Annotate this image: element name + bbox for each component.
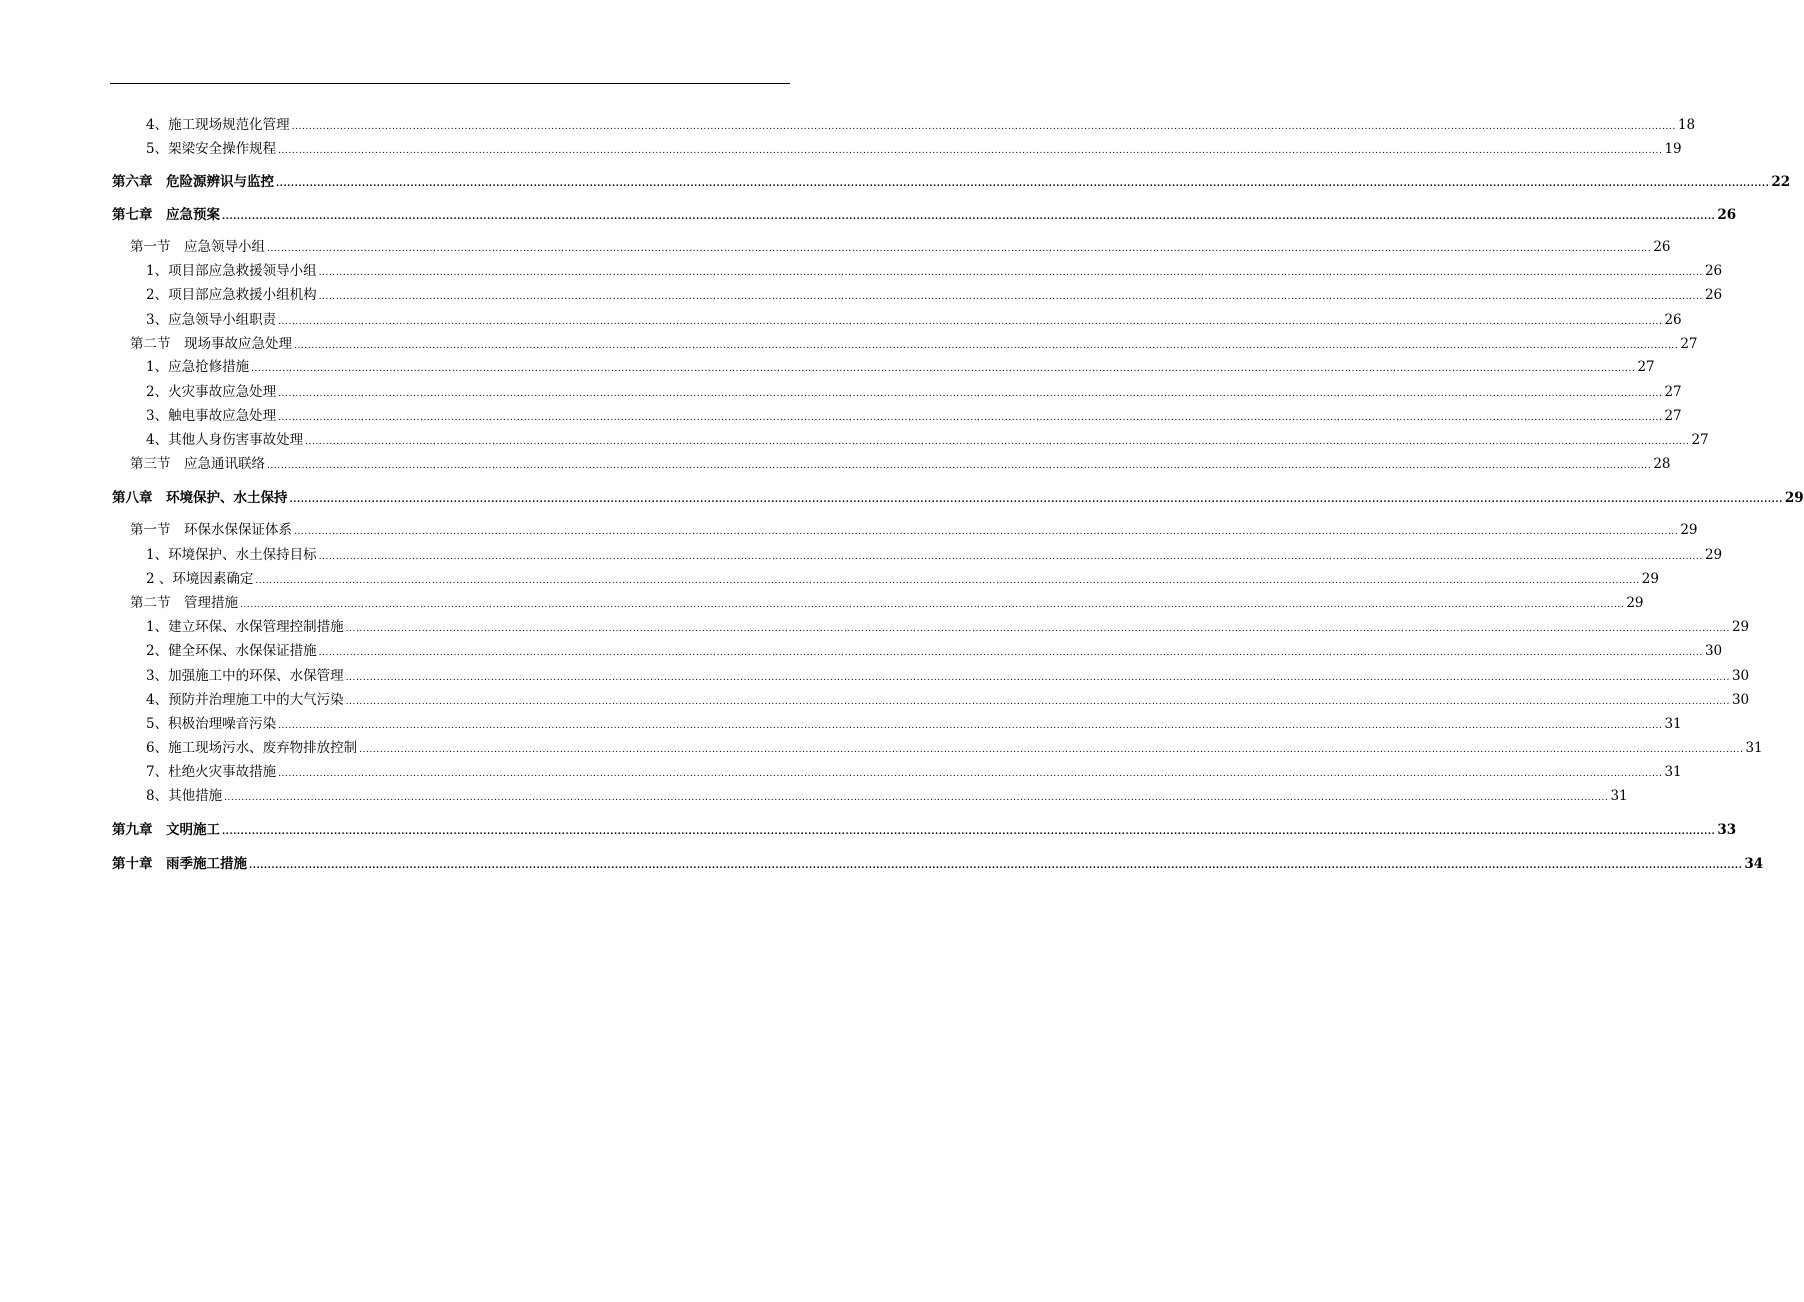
toc-entry-item[interactable] bbox=[146, 382, 1682, 402]
toc-entry-page-number: 31 bbox=[1664, 764, 1682, 780]
toc-entry-item[interactable] bbox=[146, 357, 1655, 377]
toc-entry-section[interactable] bbox=[130, 334, 1698, 354]
toc-entry-item[interactable] bbox=[146, 115, 1696, 135]
toc-entry-label: 1、项目部应急救援领导小组 bbox=[146, 263, 317, 279]
header-rule bbox=[110, 83, 790, 84]
toc-entry-page-number: 31 bbox=[1745, 740, 1763, 756]
toc-entry-label: 1、建立环保、水保管理控制措施 bbox=[146, 619, 344, 635]
toc-entry-label: 第七章 应急预案 bbox=[112, 207, 220, 223]
toc-entry-item[interactable] bbox=[146, 285, 1723, 305]
toc-entry-label: 第一节 应急领导小组 bbox=[130, 239, 265, 255]
toc-entry-page-number: 26 bbox=[1704, 287, 1723, 303]
toc-leader-dots: ................................................................................................................................................................................................................................................................................................................................................................................................................ bbox=[249, 861, 1743, 871]
toc-entry-label: 第二节 管理措施 bbox=[130, 595, 238, 611]
toc-leader-dots: ................................................................................................................................................................................................................................................................................................................................................................................................................ bbox=[345, 624, 1730, 634]
toc-entry-page-number: 29 bbox=[1784, 490, 1804, 506]
toc-leader-dots: ................................................................................................................................................................................................................................................................................................................................................................................................................ bbox=[278, 769, 1663, 779]
toc-entry-label: 第三节 应急通讯联络 bbox=[130, 456, 265, 472]
toc-entry-label: 第八章 环境保护、水土保持 bbox=[112, 490, 288, 506]
toc-entry-label: 6、施工现场污水、废弃物排放控制 bbox=[146, 740, 358, 756]
toc-entry-page-number: 18 bbox=[1677, 117, 1696, 133]
toc-leader-dots: ................................................................................................................................................................................................................................................................................................................................................................................................................ bbox=[318, 552, 1703, 562]
toc-entry-chapter[interactable] bbox=[112, 488, 1804, 508]
toc-entry-page-number: 27 bbox=[1680, 336, 1698, 352]
toc-entry-label: 第一节 环保水保保证体系 bbox=[130, 522, 292, 538]
toc-entry-label: 第二节 现场事故应急处理 bbox=[130, 336, 292, 352]
toc-entry-item[interactable] bbox=[146, 261, 1723, 281]
toc-leader-dots: ................................................................................................................................................................................................................................................................................................................................................................................................................ bbox=[240, 600, 1625, 610]
toc-entry-page-number: 27 bbox=[1664, 384, 1682, 400]
toc-entry-page-number: 29 bbox=[1641, 571, 1659, 587]
toc-entry-item[interactable] bbox=[146, 569, 1659, 589]
toc-leader-dots: ................................................................................................................................................................................................................................................................................................................................................................................................................ bbox=[289, 495, 1783, 505]
toc-leader-dots: ................................................................................................................................................................................................................................................................................................................................................................................................................ bbox=[278, 146, 1663, 156]
toc-entry-item[interactable] bbox=[146, 617, 1750, 637]
toc-entry-label: 第十章 雨季施工措施 bbox=[112, 856, 247, 872]
toc-entry-section[interactable] bbox=[130, 593, 1644, 613]
toc-entry-page-number: 33 bbox=[1717, 822, 1737, 838]
toc-entry-label: 1、环境保护、水土保持目标 bbox=[146, 547, 317, 563]
toc-entry-label: 第六章 危险源辨识与监控 bbox=[112, 174, 274, 190]
toc-entry-page-number: 31 bbox=[1610, 788, 1628, 804]
toc-entry-page-number: 26 bbox=[1664, 312, 1682, 328]
toc-entry-page-number: 26 bbox=[1704, 263, 1723, 279]
toc-entry-label: 1、应急抢修措施 bbox=[146, 359, 250, 375]
toc-entry-page-number: 27 bbox=[1664, 408, 1682, 424]
toc-entry-item[interactable] bbox=[146, 690, 1750, 710]
toc-entry-chapter[interactable] bbox=[112, 172, 1791, 192]
toc-entry-item[interactable] bbox=[146, 139, 1682, 159]
toc-entry-page-number: 31 bbox=[1664, 716, 1682, 732]
toc-entry-page-number: 27 bbox=[1691, 432, 1709, 448]
toc-entry-label: 第九章 文明施工 bbox=[112, 822, 220, 838]
toc-leader-dots: ................................................................................................................................................................................................................................................................................................................................................................................................................ bbox=[318, 292, 1703, 302]
toc-leader-dots: ................................................................................................................................................................................................................................................................................................................................................................................................................ bbox=[278, 317, 1663, 327]
toc-entry-label: 5、积极治理噪音污染 bbox=[146, 716, 277, 732]
toc-leader-dots: ................................................................................................................................................................................................................................................................................................................................................................................................................ bbox=[294, 527, 1679, 537]
toc-entry-page-number: 29 bbox=[1704, 547, 1723, 563]
toc-entry-page-number: 30 bbox=[1731, 692, 1750, 708]
toc-leader-dots: ................................................................................................................................................................................................................................................................................................................................................................................................................ bbox=[255, 576, 1640, 586]
toc-entry-chapter[interactable] bbox=[112, 205, 1737, 225]
toc-entry-label: 8、其他措施 bbox=[146, 788, 223, 804]
toc-leader-dots: ................................................................................................................................................................................................................................................................................................................................................................................................................ bbox=[251, 364, 1636, 374]
toc-entry-page-number: 19 bbox=[1664, 141, 1682, 157]
toc-entry-label: 2 、环境因素确定 bbox=[146, 571, 254, 587]
toc-entry-item[interactable] bbox=[146, 762, 1682, 782]
toc-entry-item[interactable] bbox=[146, 545, 1723, 565]
toc-entry-label: 4、施工现场规范化管理 bbox=[146, 117, 290, 133]
toc-leader-dots: ................................................................................................................................................................................................................................................................................................................................................................................................................ bbox=[305, 437, 1690, 447]
toc-entry-page-number: 29 bbox=[1626, 595, 1644, 611]
toc-entry-page-number: 29 bbox=[1680, 522, 1698, 538]
toc-entry-label: 2、火灾事故应急处理 bbox=[146, 384, 277, 400]
toc-leader-dots: ................................................................................................................................................................................................................................................................................................................................................................................................................ bbox=[267, 244, 1652, 254]
toc-entry-section[interactable] bbox=[130, 520, 1698, 540]
toc-entry-label: 7、杜绝火灾事故措施 bbox=[146, 764, 277, 780]
toc-entry-label: 5、架梁安全操作规程 bbox=[146, 141, 277, 157]
toc-entry-section[interactable] bbox=[130, 454, 1671, 474]
toc-entry-label: 2、健全环保、水保保证措施 bbox=[146, 643, 317, 659]
toc-entry-label: 3、触电事故应急处理 bbox=[146, 408, 277, 424]
toc-entry-item[interactable] bbox=[146, 714, 1682, 734]
toc-entry-item[interactable] bbox=[146, 430, 1709, 450]
toc-entry-page-number: 27 bbox=[1637, 359, 1655, 375]
toc-entry-item[interactable] bbox=[146, 310, 1682, 330]
toc-leader-dots: ................................................................................................................................................................................................................................................................................................................................................................................................................ bbox=[318, 268, 1703, 278]
toc-entry-chapter[interactable] bbox=[112, 854, 1764, 874]
toc-entry-page-number: 22 bbox=[1771, 174, 1791, 190]
toc-entry-page-number: 28 bbox=[1653, 456, 1671, 472]
toc-entry-item[interactable] bbox=[146, 738, 1763, 758]
toc-entry-item[interactable] bbox=[146, 406, 1682, 426]
toc-leader-dots: ................................................................................................................................................................................................................................................................................................................................................................................................................ bbox=[278, 413, 1663, 423]
toc-entry-label: 3、应急领导小组职责 bbox=[146, 312, 277, 328]
toc-entry-page-number: 30 bbox=[1704, 643, 1723, 659]
toc-entry-item[interactable] bbox=[146, 666, 1750, 686]
toc-leader-dots: ................................................................................................................................................................................................................................................................................................................................................................................................................ bbox=[294, 341, 1679, 351]
toc-entry-page-number: 30 bbox=[1731, 668, 1750, 684]
toc-leader-dots: ................................................................................................................................................................................................................................................................................................................................................................................................................ bbox=[224, 793, 1609, 803]
toc-entry-chapter[interactable] bbox=[112, 820, 1737, 840]
toc-leader-dots: ................................................................................................................................................................................................................................................................................................................................................................................................................ bbox=[278, 389, 1663, 399]
toc-leader-dots: ................................................................................................................................................................................................................................................................................................................................................................................................................ bbox=[222, 212, 1716, 222]
toc-leader-dots: ................................................................................................................................................................................................................................................................................................................................................................................................................ bbox=[267, 461, 1652, 471]
toc-leader-dots: ................................................................................................................................................................................................................................................................................................................................................................................................................ bbox=[345, 697, 1730, 707]
toc-entry-label: 2、项目部应急救援小组机构 bbox=[146, 287, 317, 303]
toc-leader-dots: ................................................................................................................................................................................................................................................................................................................................................................................................................ bbox=[278, 721, 1663, 731]
toc-entry-label: 4、预防并治理施工中的大气污染 bbox=[146, 692, 344, 708]
toc-entry-page-number: 29 bbox=[1731, 619, 1750, 635]
toc-entry-page-number: 34 bbox=[1744, 856, 1764, 872]
toc-entry-label: 4、其他人身伤害事故处理 bbox=[146, 432, 304, 448]
toc-leader-dots: ................................................................................................................................................................................................................................................................................................................................................................................................................ bbox=[276, 179, 1770, 189]
toc-entry-item[interactable] bbox=[146, 641, 1723, 661]
toc-leader-dots: ................................................................................................................................................................................................................................................................................................................................................................................................................ bbox=[359, 745, 1744, 755]
toc-leader-dots: ................................................................................................................................................................................................................................................................................................................................................................................................................ bbox=[222, 827, 1716, 837]
toc-leader-dots: ................................................................................................................................................................................................................................................................................................................................................................................................................ bbox=[291, 122, 1676, 132]
toc-entry-page-number: 26 bbox=[1653, 239, 1671, 255]
toc-entry-label: 3、加强施工中的环保、水保管理 bbox=[146, 668, 344, 684]
toc-entry-item[interactable] bbox=[146, 786, 1628, 806]
toc-entry-page-number: 26 bbox=[1717, 207, 1737, 223]
toc-leader-dots: ................................................................................................................................................................................................................................................................................................................................................................................................................ bbox=[318, 648, 1703, 658]
toc-entry-section[interactable] bbox=[130, 237, 1671, 257]
toc-leader-dots: ................................................................................................................................................................................................................................................................................................................................................................................................................ bbox=[345, 673, 1730, 683]
